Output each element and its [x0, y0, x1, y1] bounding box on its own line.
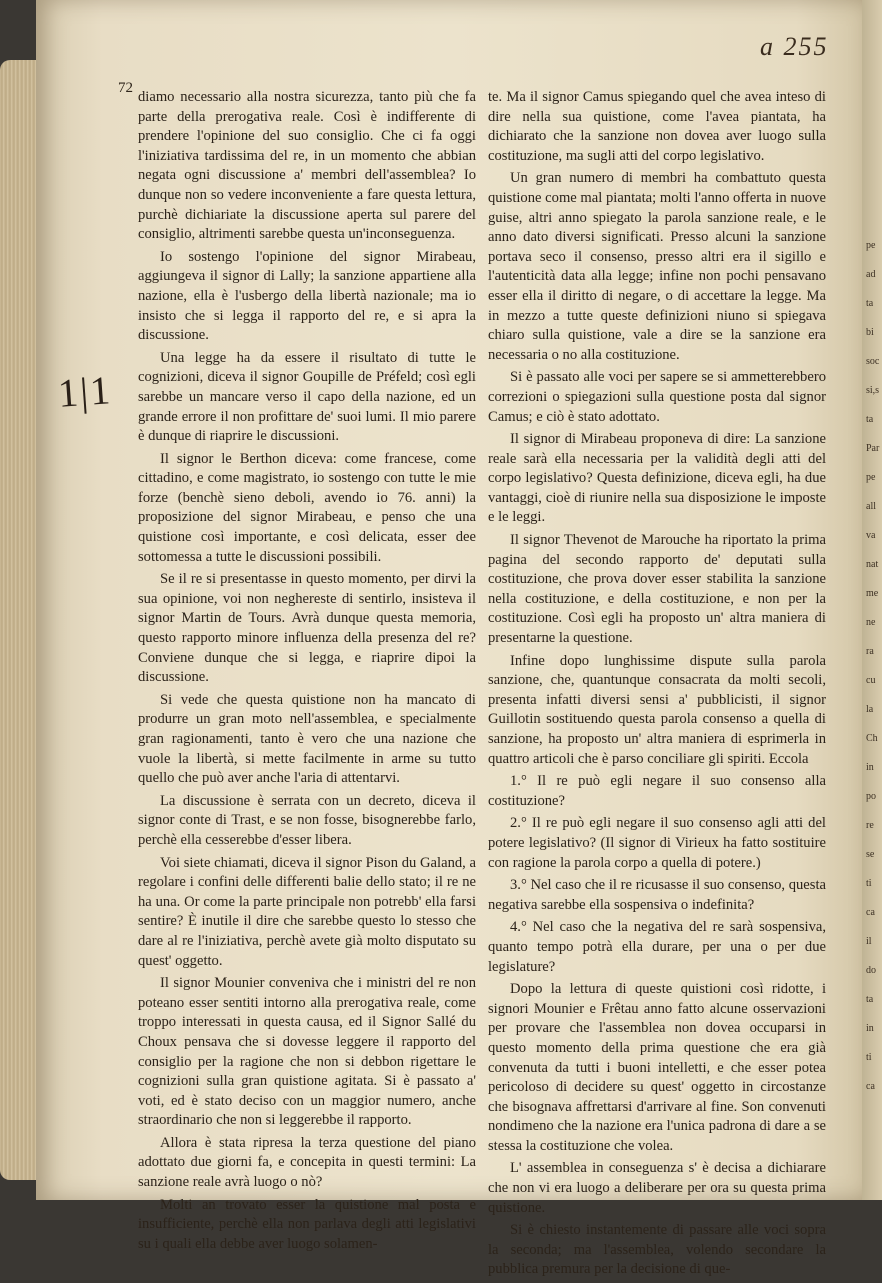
paragraph: Infine dopo lunghissime dispute sulla parola sanzione, che, quantunque consacrata da molti secoli, presenta infatti diversi sensi a' pubblicisti, il signor Guillotin sostituendo questa parola consenso a quella di sanzione, ha proposto un' altra maniera di esprimerla in quattro articoli che è parso conciliare gli spiriti. Eccola — [488, 652, 826, 767]
paragraph: La discussione è serrata con un decreto, diceva il signor conte di Trast, e se non fosse, bisognerebbe farlo, perchè ella cesserebbe d'esser libera. — [138, 792, 476, 848]
paragraph: Dopo la lettura di queste quistioni così ridotte, i signori Mounier e Frêtau anno fatto alcune osservazioni per provare che l'assemblea non dovea occuparsi in questo momento della prima questione che era già convenuta da tutti i buoni intelletti, e che esser potea pericoloso di decidere su quest' oggetto in circostanze che bisognava affrettarsi d'arrivare al fine. Son convenuti nondimeno che la nazione era l'unica padrona di dare a se stessa la costituzione che volea. — [488, 981, 826, 1154]
adjacent-page-fragment: re — [866, 820, 874, 831]
adjacent-page-fragment: in — [866, 1023, 874, 1034]
adjacent-page-fragment: nat — [866, 559, 879, 570]
page-number: 72 — [118, 80, 133, 96]
adjacent-page-fragment: Par — [866, 443, 880, 454]
paragraph: Si vede che questa quistione non ha mancato di produrre un gran moto nell'assemblea, e specialmente gran ragionamenti, tanto è vero che una nazione che vuole la libertà, si mette facilmente in arme su tutto quello che può aver anche l'aria di attentarvi. — [138, 691, 476, 787]
adjacent-page-fragment: ca — [866, 907, 875, 918]
adjacent-page-fragment: po — [866, 791, 876, 802]
left-column — [138, 88, 476, 1257]
adjacent-page-fragment: pe — [866, 472, 876, 483]
paragraph: diamo necessario alla nostra sicurezza, tanto più che fa parte della prerogativa reale. Così è indifferente di prendere l'opinione del suo consiglio. Che ci fa oggi l'iniziativa tardissima del re, in un momento che abbian negata ogni discussione a' membri dell'assemblea? Io dunque non so vedere inconveniente a fare questa lettura, purchè dichiariate la discussione aperta sul parere del consiglio, altrimenti sarebbe questa un'inconseguenza. — [138, 89, 476, 243]
paragraph: Il signor le Berthon diceva: come francese, come cittadino, e come magistrato, io sostengo con tutte le mie forze (benchè sieno deboli, avendo io 76. anni) la proposizione del signor Mirabeau, e penso che una quistione così importante, e così delicata, esser dee sottomessa a tutte le discussioni possibili. — [138, 450, 476, 565]
paragraph: 3.° Nel caso che il re ricusasse il suo consenso, questa negativa sarebbe ella sospensiva o indefinita? — [488, 877, 826, 913]
adjacent-page-fragment: va — [866, 530, 876, 541]
paragraph: Molti an trovato esser la quistione mal posta e insufficiente, perchè ella non parlava degli atti legislativi su i quali ella debbe aver luogo solamen- — [138, 1196, 476, 1252]
adjacent-page-fragment: me — [866, 588, 879, 599]
adjacent-page-fragment: do — [866, 965, 876, 976]
paragraph: Il signor Mounier conveniva che i ministri del re non poteano esser sentiti intorno alla prerogativa reale, come troppo interessati in questa causa, ed il Signor Sallé du Choux pensava che si dovesse leggere il rapporto del consiglio per la ragione che non si debbon rigettare le cognizioni sulla gran quistione agitata. Si è passato a' voti, ed è stato deciso con un maggior numero, anche straordinario che non si leggerebbe il rapporto. — [138, 975, 476, 1129]
paragraph: L' assemblea in conseguenza s' è decisa a dichiarare che non vi era luogo a deliberare per ora su questa prima quistione. — [488, 1160, 826, 1216]
adjacent-page-fragment: cu — [866, 675, 876, 686]
paragraph: 4.° Nel caso che la negativa del re sarà sospensiva, quanto tempo potrà ella durare, per una o per due legislature? — [488, 919, 826, 975]
margin-handwritten-mark: 1|1 — [56, 367, 114, 416]
adjacent-page-fragment: ne — [866, 617, 876, 628]
paragraph: Una legge ha da essere il risultato di tutte le cognizioni, diceva il signor Goupille de Préfeld; così egli sarebbe un mancare verso il capo della nazione, ed un grande errore il non profittare de' suoi lumi. Il mio parere è dunque di riaprire le discussioni. — [138, 349, 476, 445]
adjacent-page-strip — [862, 0, 882, 1200]
adjacent-page-fragment: ca — [866, 1081, 875, 1092]
adjacent-page-fragment: bi — [866, 327, 874, 338]
adjacent-page-fragment: Ch — [866, 733, 878, 744]
adjacent-page-fragment: soc — [866, 356, 880, 367]
paragraph: Se il re si presentasse in questo momento, per dirvi la sua opinione, voi non neghereste di sentirlo, insisteva il signor Martin de Tours. Avrà dunque questa memoria, questo rapporto minore influenza della presenza del re? Conviene dunque che si legga, e riaprire dipoi la discussione. — [138, 571, 476, 686]
paragraph: 2.° Il re può egli negare il suo consenso agli atti del potere legislativo? (Il signor di Virieux ha fatto sostituire con ragione la parola corpo a quella di potere.) — [488, 815, 826, 871]
adjacent-page-fragment: ta — [866, 414, 874, 425]
adjacent-page-fragment: ti — [866, 878, 872, 889]
paragraph: Si è passato alle voci per sapere se si ammetterebbero correzioni o spiegazioni sulla questione posta dal signor Camus; e ciò è stato adottato. — [488, 369, 826, 425]
paragraph: Il signor di Mirabeau proponeva di dire: La sanzione reale sarà ella necessaria per la validità degli atti del corpo legislativo? Questa definizione, diceva egli, ha due vantaggi, cioè di riunire nella sua disposizione le imposte e le leggi. — [488, 431, 826, 526]
adjacent-page-fragment: in — [866, 762, 874, 773]
paragraph: Il signor Thevenot de Marouche ha riportato la prima pagina del secondo rapporto de' deputati sulla costituzione, che prova dover esser stabilita la sanzione nella costituzione, e della costituzione, e non per la costituzione. Così egli ha proposto un' altra maniera di presentarne la questione. — [488, 532, 826, 647]
right-column — [488, 88, 826, 1283]
adjacent-page-fragment: la — [866, 704, 874, 715]
adjacent-page-fragment: ra — [866, 646, 874, 657]
adjacent-page-fragment: si,s — [866, 385, 880, 396]
adjacent-page-fragment: il — [866, 936, 872, 947]
paragraph: Voi siete chiamati, diceva il signor Pison du Galand, a regolare i confini delle differenti balie dello stato; il re ne ha una. Or come la parte principale non potrebb' ella farsi sentire? È inutile il dire che sarebbe questo lo stesso che dare al re l'iniziativa, perchè avete già molto disputato su quest' oggetto. — [138, 854, 476, 969]
paragraph: Un gran numero di membri ha combattuto questa quistione come mal piantata; molti l'anno offerta in nuove guise, altri anno spiegato la parola sanzione reale, e le anno dato diversi significati. Presso alcuni la sanzione portava seco il consenso, presso altri era il sigillo e l'autenticità data alla legge; infine non pochi pensavano esser ella il diritto di negare, o di accettare la legge. Ma in mezzo a tutte queste definizioni niuno si spiegava chiaro sulla quistione, vale a dire se la sanzione era necessaria o no alla costituzione. — [488, 170, 826, 363]
paragraph: Io sostengo l'opinione del signor Mirabeau, aggiungeva il signor di Lally; la sanzione appartiene alla nazione, ella è l'usbergo della libertà nazionale; ma io insisto che si legga il rapporto del re, e si apra la discussione. — [138, 248, 476, 344]
paragraph: Allora è stata ripresa la terza questione del piano adottato due giorni fa, e concepita in questi termini: La sanzione reale avrà luogo o nò? — [138, 1134, 476, 1191]
paragraph: te. Ma il signor Camus spiegando quel che avea inteso di dire nella sua quistione, come l'avea piantata, ha dichiarato che la sanzione non dovea aver luogo sulla costituzione, ma sugli atti del corpo legislativo. — [488, 89, 826, 164]
adjacent-page-fragment: ta — [866, 298, 874, 309]
adjacent-page-fragment: ta — [866, 994, 874, 1005]
folio-mark: a 255 — [760, 32, 829, 61]
paragraph: Si è chiesto instantemente di passare alle voci sopra la seconda; ma l'assemblea, volendo secondare la pubblica premura per la decisione di que- — [488, 1222, 826, 1278]
paragraph: 1.° Il re può egli negare il suo consenso alla costituzione? — [488, 773, 826, 809]
adjacent-page-fragment: all — [866, 501, 876, 512]
adjacent-page-fragment: ad — [866, 269, 876, 280]
adjacent-page-fragment: pe — [866, 240, 876, 251]
adjacent-page-fragment: ti — [866, 1052, 872, 1063]
adjacent-page-fragment: se — [866, 849, 875, 860]
